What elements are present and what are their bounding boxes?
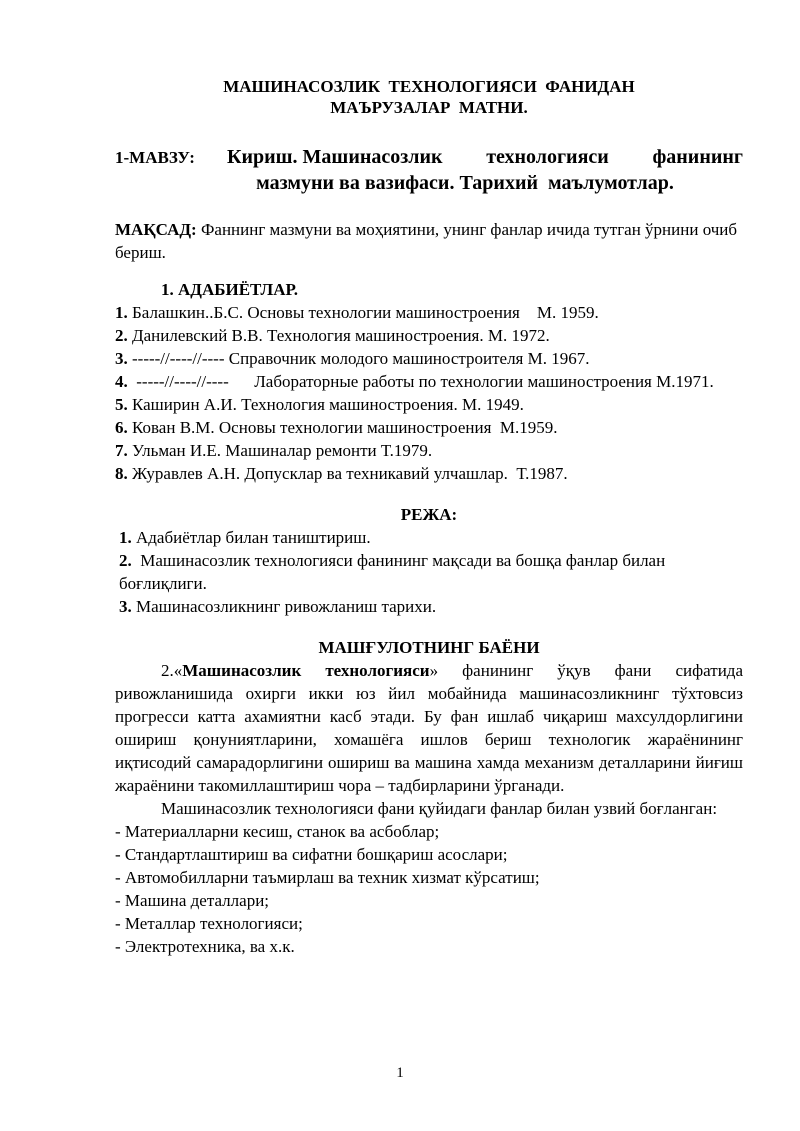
literature-list (115, 301, 743, 485)
literature-heading: 1. АДАБИЁТЛАР. (161, 280, 298, 299)
description-paragraph-2: Машинасозлик технологияси фани қуйидаги фанлар билан узвий боғланган: (161, 799, 718, 818)
item-number: 1. (119, 528, 132, 547)
related-subjects-list (115, 820, 743, 958)
literature-item (115, 347, 743, 370)
list-item: - Машина деталлари; (115, 891, 270, 910)
item-text: -----//----//---- Справочник молодого машиностроителя М. 1967. (127, 349, 590, 368)
topic-word: Кириш. Машинасозлик (227, 146, 443, 168)
topic-word: технологияси (486, 146, 609, 168)
literature-item (115, 301, 743, 324)
item-number: 3. (119, 597, 132, 616)
para-text: » фанининг ўқув фани сифатида ривожланишида охирги икки юз йил мобайнида машинасозликнинг тўхтовсиз прогресси катта ахамиятни касб этади. Бу фан ишлаб чиқариш махсулдорлигини ошириш қонуниятларини, хомашёга ишлов бериш технологик жараёнининг иқтисодий самарадорлигини ошириш ва машина хамда механизм деталларини йиғиш жараёнини такомиллаштириш чора – тадбирларини ўрганади. (115, 661, 743, 795)
document-title (115, 76, 743, 118)
literature-item (115, 462, 743, 485)
list-item: - Материалларни кесиш, станок ва асбоблар; (115, 822, 440, 841)
page-number: 1 (396, 1065, 404, 1081)
item-number: 1. (115, 303, 128, 322)
plan-heading: РЕЖА: (400, 505, 458, 524)
item-text: Адабиётлар билан таништириш. (131, 528, 371, 547)
literature-item (115, 416, 743, 439)
item-text: Кован В.М. Основы технологии машиностроения М.1959. (127, 418, 558, 437)
item-text: Ульман И.Е. Машиналар ремонти Т.1979. (127, 441, 433, 460)
item-text: Машинасозлик технологияси фанининг мақсади ва бошқа фанлар билан боғлиқлиги. (119, 551, 670, 593)
topic-line-1 (227, 144, 743, 170)
literature-item (115, 393, 743, 416)
topic-label: 1-МАВЗУ: (115, 148, 195, 167)
item-number: 5. (115, 395, 128, 414)
para-bold-term: Машинасозлик технологияси (182, 661, 430, 680)
item-text: Балашкин..Б.С. Основы технологии машиностроения М. 1959. (127, 303, 599, 322)
literature-item (115, 324, 743, 347)
topic-heading (115, 144, 743, 196)
description-paragraph-1 (115, 659, 743, 797)
goal-paragraph (115, 218, 743, 264)
goal-label: МАҚСАД: (115, 220, 197, 239)
document-page (115, 76, 743, 958)
item-text: Каширин А.И. Технология машиностроения. М. 1949. (127, 395, 524, 414)
item-text: -----//----//---- Лабораторные работы по технологии машиностроения М.1971. (127, 372, 714, 391)
literature-item (115, 439, 743, 462)
item-text: Журавлев А.Н. Допусклар ва техникавий улчашлар. Т.1987. (127, 464, 568, 483)
para-prefix: 2.« (161, 661, 183, 680)
item-number: 8. (115, 464, 128, 483)
list-item: - Электротехника, ва х.к. (115, 937, 295, 956)
title-line-2: МАЪРУЗАЛАР МАТНИ. (330, 98, 528, 117)
list-item: - Металлар технологияси; (115, 914, 303, 933)
item-text: Данилевский В.В. Технология машиностроения. М. 1972. (127, 326, 550, 345)
plan-item (115, 595, 743, 618)
topic-line-2: мазмуни ва вазифаси. Тарихий маълумотлар. (256, 172, 674, 194)
list-item: - Стандартлаштириш ва сифатни бошқариш асослари; (115, 845, 508, 864)
plan-item (115, 549, 743, 595)
list-item: - Автомобилларни таъмирлаш ва техник хизмат кўрсатиш; (115, 868, 540, 887)
plan-list (115, 526, 743, 618)
item-number: 7. (115, 441, 128, 460)
item-number: 6. (115, 418, 128, 437)
item-number: 3. (115, 349, 128, 368)
goal-text: Фаннинг мазмуни ва моҳиятини, унинг фанлар ичида тутган ўрнини очиб бериш. (115, 220, 738, 262)
item-number: 4. (115, 372, 128, 391)
literature-item (115, 370, 743, 393)
topic-word: фанининг (652, 146, 743, 168)
topic-text (227, 144, 743, 196)
title-line-1: МАШИНАСОЗЛИК ТЕХНОЛОГИЯСИ ФАНИДАН (223, 77, 635, 96)
item-number: 2. (119, 551, 132, 570)
item-text: Машинасозликнинг ривожланиш тарихи. (131, 597, 437, 616)
item-number: 2. (115, 326, 128, 345)
plan-item (115, 526, 743, 549)
description-heading: МАШҒУЛОТНИНГ БАЁНИ (318, 638, 540, 657)
